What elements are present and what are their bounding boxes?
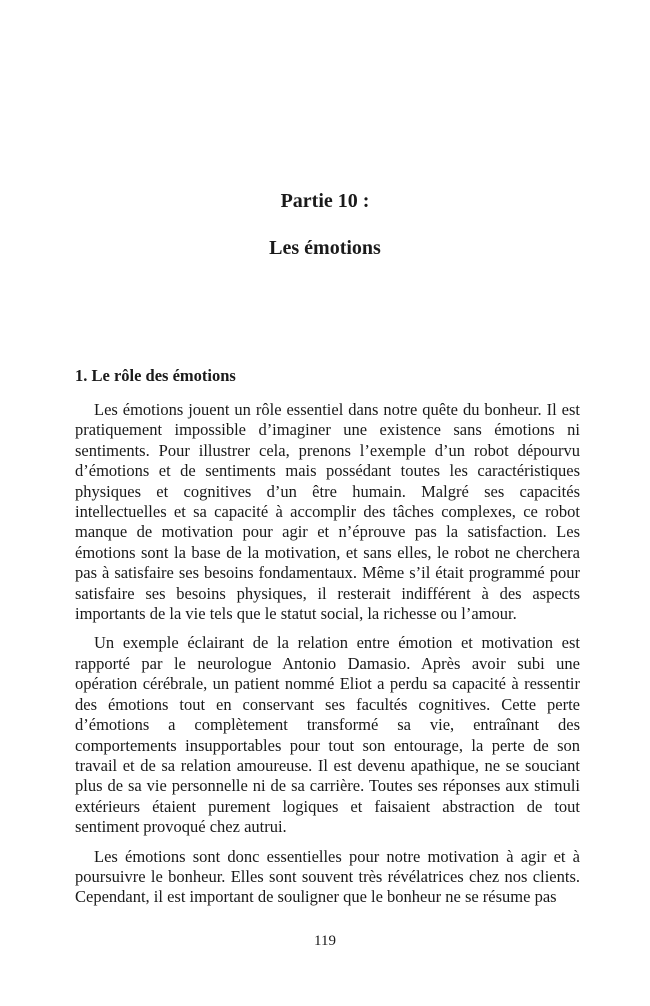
part-title: Partie 10 :: [280, 190, 370, 212]
body-text: [75, 400, 580, 917]
paragraph: Un exemple éclairant de la relation entre émotion et motivation est rapporté par le neurologue Antonio Damasio. Après avoir subi une opération cérébrale, un patient nommé Eliot a perdu sa capacité à ressentir des émotions tout en conservant ses facultés cognitives. Cette perte d’émotions a complètement transformé sa vie, entraînant des comportements insupportables pour tout son entourage, la perte de son travail et de sa relation amoureuse. Il est devenu apathique, ne se souciant plus de sa vie personnelle ni de sa carrière. Toutes ses réponses aux stimuli extérieurs étaient purement logiques et faisaient abstraction de tout sentiment provoqué chez autrui.: [75, 633, 580, 837]
paragraph: Les émotions sont donc essentielles pour notre motivation à agir et à poursuivre le bonheur. Elles sont souvent très révélatrices chez nos clients. Cependant, il est important de souligner que le bonheur ne se résume pas: [75, 846, 580, 907]
page-number: 119: [314, 933, 336, 949]
section-heading: 1. Le rôle des émotions: [75, 366, 236, 385]
part-subtitle: Les émotions: [269, 237, 381, 259]
paragraph: Les émotions jouent un rôle essentiel dans notre quête du bonheur. Il est pratiquement impossible d’imaginer une existence sans émotions ni sentiments. Pour illustrer cela, prenons l’exemple d’un robot dépourvu d’émotions et de sentiments mais possédant toutes les caractéristiques physiques et cognitives d’un être humain. Malgré ses capacités intellectuelles et sa capacité à accomplir des tâches complexes, ce robot manque de motivation pour agir et n’éprouve pas la satisfaction. Les émotions sont la base de la motivation, et sans elles, le robot ne cherchera pas à satisfaire ses besoins fondamentaux. Même s’il était programmé pour satisfaire ses besoins physiques, il resterait indifférent à des aspects importants de la vie tels que le statut social, la richesse ou l’amour.: [75, 400, 580, 624]
